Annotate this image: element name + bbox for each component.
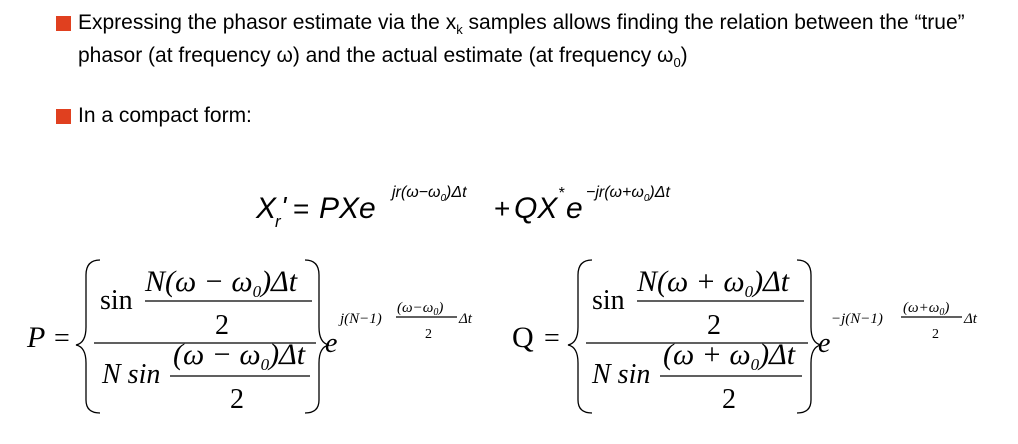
eq-p-num-top: $N(\omega - \omega_0)\Delta t$ xyxy=(145,265,298,301)
eq-q-num-top: $N(\omega + \omega_0)\Delta t$ xyxy=(637,265,790,301)
eq-q-exp-frac-bottom: 2 xyxy=(932,327,939,342)
eq-q-den-two: 2 xyxy=(722,384,736,415)
eq-p-den-top: $(\omega - \omega_0)\Delta t$ xyxy=(173,338,306,374)
eq-q-left-brace xyxy=(568,260,592,413)
bullet-square-icon xyxy=(56,109,71,124)
eq-main-term2-e: e xyxy=(566,192,583,225)
eq-q-exp-frac-top: $(\omega+\omega_0)$ xyxy=(903,300,950,318)
equation-main-svg xyxy=(256,180,726,230)
bullet-1-part-c: ) xyxy=(680,44,688,68)
eq-main-exp2: $-jr(\omega+\omega_0)\Delta t$ xyxy=(586,184,670,204)
eq-q-den-top: $(\omega + \omega_0)\Delta t$ xyxy=(663,338,796,374)
eq-q-label: Q xyxy=(512,321,534,354)
eq-q-den-prefix: N sin xyxy=(592,359,651,390)
eq-q-num-two: 2 xyxy=(707,310,721,341)
bullet-text-2: In a compact form: xyxy=(78,104,252,127)
bullet-item-1 xyxy=(56,10,996,90)
eq-main-exp1: $jr(\omega-\omega_0)\Delta t$ xyxy=(392,184,467,204)
bullet-1-part-b: samples allows finding the relation between the “true” phasor (at frequency ω) and the actual estimate (at frequency ω xyxy=(78,11,965,68)
eq-p-exp-frac-top: $(\omega-\omega_0)$ xyxy=(397,300,444,318)
bullet-1-sub-k: k xyxy=(456,22,463,38)
equation-P xyxy=(0,255,500,425)
bullet-item-2 xyxy=(56,103,996,131)
eq-p-sin: sin xyxy=(100,285,133,316)
eq-main-lhs-prime: ' xyxy=(281,191,287,222)
eq-q-equals: = xyxy=(544,323,560,354)
eq-main-plus: + xyxy=(494,193,511,224)
eq-q-sin: sin xyxy=(592,285,625,316)
eq-q-exp-prefix: −j(N−1) xyxy=(831,311,883,327)
eq-main-term1: PXe xyxy=(319,192,376,225)
bullet-1-part-a: Expressing the phasor estimate via the x xyxy=(78,11,457,34)
eq-main-term2: QX xyxy=(514,192,558,225)
eq-main-star: * xyxy=(558,185,565,202)
equation-main xyxy=(256,180,726,230)
eq-p-exp-frac-bottom: 2 xyxy=(425,327,432,342)
eq-q-e: e xyxy=(818,328,831,359)
eq-p-exp-suffix: Δt xyxy=(459,311,472,327)
eq-p-e: e xyxy=(325,328,338,359)
eq-p-equals: = xyxy=(54,323,70,354)
bullet-square-icon xyxy=(56,16,71,31)
eq-p-exp-prefix: j(N−1) xyxy=(340,311,382,327)
eq-p-den-prefix: N sin xyxy=(102,359,161,390)
eq-main-equals: = xyxy=(293,193,310,224)
eq-p-left-brace xyxy=(76,260,100,413)
eq-p-num-two: 2 xyxy=(215,310,229,341)
eq-q-exp-suffix: Δt xyxy=(964,311,977,327)
bullet-text-1 xyxy=(78,10,988,76)
eq-p-den-two: 2 xyxy=(230,384,244,415)
equation-Q xyxy=(510,255,1010,425)
bullet-1-sub-0: 0 xyxy=(673,55,681,71)
eq-p-label: P xyxy=(27,321,46,354)
eq-main-lhs-sub: r xyxy=(275,212,281,231)
eq-main-lhs: X xyxy=(256,192,277,225)
